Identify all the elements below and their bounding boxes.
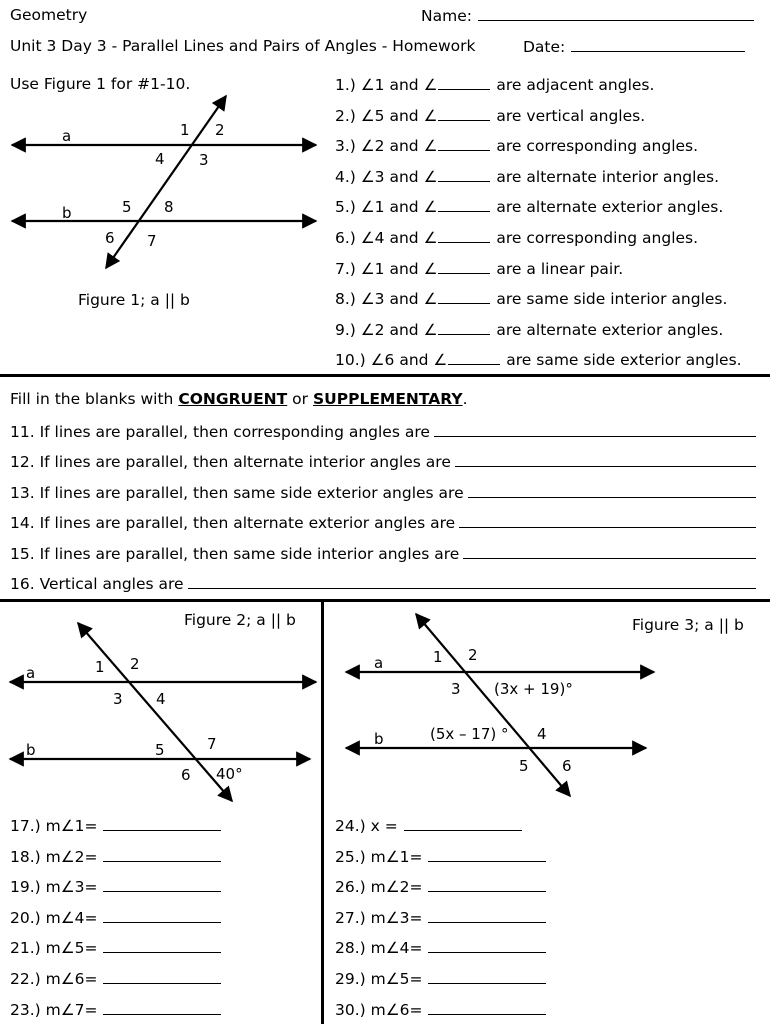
figure1-angle-3: 3	[199, 151, 209, 169]
answer-blank[interactable]	[438, 197, 490, 212]
figure1-label-b: b	[62, 204, 72, 222]
fill-blank-prompt: 12. If lines are parallel, then alternate interior angles are	[10, 453, 451, 472]
question-text: are alternate interior angles.	[496, 167, 719, 186]
answer-blank[interactable]	[438, 106, 490, 121]
answer-blank[interactable]	[428, 847, 546, 862]
figure2-angle-1: 1	[95, 658, 105, 676]
figure3-angle-2: 2	[468, 646, 478, 664]
question-text: are alternate exterior angles.	[496, 198, 724, 217]
instruction-or: or	[292, 390, 309, 408]
measure-prompt: 25.) m∠1=	[335, 847, 423, 866]
date-field[interactable]	[523, 37, 746, 56]
measure-prompt: 23.) m∠7=	[10, 1000, 98, 1019]
question-and: and ∠	[389, 320, 438, 339]
figure1-transversal	[106, 96, 226, 268]
answer-blank[interactable]	[434, 422, 756, 437]
answer-blank[interactable]	[103, 847, 221, 862]
fill-blank-prompt: 14. If lines are parallel, then alternate exterior angles are	[10, 514, 456, 533]
question-number: 2.)	[335, 106, 356, 125]
answer-blank[interactable]	[463, 544, 756, 559]
measure-row	[10, 877, 222, 896]
question-row	[335, 75, 654, 94]
question-row	[335, 136, 698, 155]
question-and: and ∠	[389, 106, 438, 125]
answer-blank[interactable]	[438, 259, 490, 274]
answer-blank[interactable]	[103, 938, 221, 953]
measure-row	[10, 1000, 222, 1019]
figure3-angle-3: 3	[451, 680, 461, 698]
figure1-angle-8: 8	[164, 198, 174, 216]
measure-prompt: 19.) m∠3=	[10, 878, 98, 897]
question-angle: ∠5	[360, 106, 385, 125]
name-label: Name:	[421, 7, 472, 25]
section-divider-2	[0, 599, 770, 602]
question-text: are corresponding angles.	[496, 137, 699, 156]
answer-blank[interactable]	[103, 1000, 221, 1015]
measure-prompt: 26.) m∠2=	[335, 878, 423, 897]
figure1-angle-5: 5	[122, 198, 132, 216]
answer-blank[interactable]	[438, 320, 490, 335]
question-row	[335, 106, 645, 125]
question-number: 3.)	[335, 137, 356, 156]
question-and: and ∠	[389, 229, 438, 247]
instruction-prefix: Fill in the blanks with	[10, 390, 174, 408]
answer-blank[interactable]	[438, 167, 490, 182]
measure-row	[10, 847, 222, 866]
question-angle: ∠1	[360, 259, 385, 278]
measure-row	[10, 908, 222, 927]
fill-blank-prompt: 15. If lines are parallel, then same side interior angles are	[10, 544, 460, 563]
question-text: are adjacent angles.	[496, 76, 655, 94]
question-number: 10.)	[335, 351, 366, 370]
figure1-angle-2: 2	[215, 121, 225, 139]
course-label: Geometry	[10, 6, 88, 24]
fill-blank-row	[10, 422, 756, 441]
figure1-angle-6: 6	[105, 229, 115, 247]
figure3-angle-5: 5	[519, 757, 529, 775]
figure2-angle-40: 40°	[216, 765, 243, 783]
question-row	[335, 228, 698, 247]
figure1-diagram	[0, 90, 330, 280]
fill-blank-prompt: 16. Vertical angles are	[10, 575, 184, 593]
instruction-period: .	[462, 390, 468, 408]
question-text: are vertical angles.	[496, 106, 646, 125]
question-and: and ∠	[389, 259, 438, 278]
question-and: and ∠	[389, 76, 438, 94]
answer-blank[interactable]	[428, 877, 546, 892]
figure3-expr-1: (3x + 19)°	[494, 680, 573, 698]
page-title: Unit 3 Day 3 - Parallel Lines and Pairs of Angles - Homework	[10, 37, 476, 55]
word-congruent: CONGRUENT	[178, 390, 288, 408]
measure-row	[335, 938, 547, 957]
section2-instruction	[10, 390, 468, 408]
date-blank[interactable]	[571, 37, 745, 52]
fill-blank-row	[10, 452, 756, 471]
question-number: 8.)	[335, 290, 356, 309]
question-angle: ∠6	[370, 351, 395, 370]
answer-blank[interactable]	[103, 969, 221, 984]
answer-blank[interactable]	[438, 289, 490, 304]
figure2-transversal	[78, 623, 232, 801]
figure2-angle-7: 7	[207, 735, 217, 753]
measure-row	[335, 847, 547, 866]
question-number: 7.)	[335, 259, 356, 278]
answer-blank[interactable]	[404, 816, 522, 831]
figure2-angle-4: 4	[156, 690, 166, 708]
figure2-angle-6: 6	[181, 766, 191, 784]
figure1-angle-7: 7	[147, 232, 157, 250]
question-number: 4.)	[335, 167, 356, 186]
question-row	[335, 350, 742, 369]
measure-row	[335, 1000, 547, 1019]
figure2-diagram	[0, 615, 320, 805]
question-text: are same side exterior angles.	[506, 351, 742, 370]
figure3-angle-1: 1	[433, 648, 443, 666]
measure-prompt: 28.) m∠4=	[335, 939, 423, 958]
question-angle: ∠3	[360, 167, 385, 186]
figure3-angle-6: 6	[562, 757, 572, 775]
column-divider	[321, 601, 324, 1024]
measure-row	[335, 908, 547, 927]
question-text: are a linear pair.	[496, 259, 624, 278]
figure2-angle-2: 2	[130, 655, 140, 673]
measure-prompt: 18.) m∠2=	[10, 847, 98, 866]
question-angle: ∠3	[360, 290, 385, 309]
question-number: 5.)	[335, 198, 356, 217]
name-blank[interactable]	[478, 6, 754, 21]
figure2-label-a: a	[26, 664, 36, 682]
fill-blank-prompt: 13. If lines are parallel, then same side exterior angles are	[10, 483, 464, 502]
figure1-angle-1: 1	[180, 121, 190, 139]
fill-blank-prompt: 11. If lines are parallel, then corresponding angles are	[10, 423, 430, 441]
question-angle: ∠2	[360, 137, 385, 156]
question-and: and ∠	[389, 290, 438, 309]
question-angle: ∠1	[360, 198, 385, 217]
figure2-angle-5: 5	[155, 741, 165, 759]
measure-row	[335, 877, 547, 896]
figure3-transversal	[416, 614, 570, 796]
answer-blank[interactable]	[459, 513, 756, 528]
figure1-angle-4: 4	[155, 150, 165, 168]
question-angle: ∠4	[360, 229, 385, 247]
word-supplementary: SUPPLEMENTARY	[312, 390, 463, 408]
figure2-angle-3: 3	[113, 690, 123, 708]
fill-blank-row	[10, 513, 756, 532]
question-row	[335, 320, 723, 339]
question-and: and ∠	[399, 351, 448, 370]
measure-row	[335, 969, 547, 988]
question-angle: ∠2	[360, 320, 385, 339]
measure-prompt: 20.) m∠4=	[10, 908, 98, 927]
figure2-label-b: b	[26, 741, 36, 759]
figure3-label-a: a	[374, 654, 384, 672]
figure3-label-b: b	[374, 730, 384, 748]
figure1-caption: Figure 1; a || b	[78, 291, 190, 309]
fill-blank-row	[10, 574, 756, 593]
question-number: 6.)	[335, 229, 356, 247]
question-number: 1.)	[335, 76, 356, 94]
measure-prompt: 30.) m∠6=	[335, 1000, 423, 1019]
answer-blank[interactable]	[103, 877, 221, 892]
section1-instruction: Use Figure 1 for #1-10.	[10, 75, 191, 93]
question-row	[335, 167, 719, 186]
question-text: are same side interior angles.	[496, 290, 728, 309]
answer-blank[interactable]	[438, 228, 490, 243]
figure2-caption: Figure 2; a || b	[184, 611, 296, 629]
question-row	[335, 259, 623, 278]
answer-blank[interactable]	[468, 483, 756, 498]
answer-blank[interactable]	[428, 969, 546, 984]
measure-row	[335, 816, 523, 835]
question-number: 9.)	[335, 320, 356, 339]
answer-blank[interactable]	[428, 938, 546, 953]
name-field[interactable]	[421, 6, 755, 25]
figure3-expr-2: (5x – 17) °	[430, 725, 509, 743]
answer-blank[interactable]	[438, 136, 490, 151]
measure-row	[10, 969, 222, 988]
answer-blank[interactable]	[448, 350, 500, 365]
answer-blank[interactable]	[428, 1000, 546, 1015]
figure1-label-a: a	[62, 127, 72, 145]
fill-blank-row	[10, 483, 756, 502]
question-row	[335, 289, 727, 308]
measure-prompt: 27.) m∠3=	[335, 908, 423, 927]
question-text: are alternate exterior angles.	[496, 320, 724, 339]
question-text: are corresponding angles.	[496, 229, 699, 247]
measure-row	[10, 938, 222, 957]
question-and: and ∠	[389, 198, 438, 217]
answer-blank[interactable]	[103, 908, 221, 923]
answer-blank[interactable]	[455, 452, 756, 467]
measure-prompt: 22.) m∠6=	[10, 970, 98, 988]
measure-prompt: 29.) m∠5=	[335, 970, 423, 988]
measure-prompt: 24.) x =	[335, 817, 398, 835]
answer-blank[interactable]	[103, 816, 221, 831]
question-row	[335, 197, 723, 216]
fill-blank-row	[10, 544, 756, 563]
question-and: and ∠	[389, 167, 438, 186]
figure3-angle-4: 4	[537, 725, 547, 743]
answer-blank[interactable]	[428, 908, 546, 923]
measure-prompt: 17.) m∠1=	[10, 817, 98, 835]
question-and: and ∠	[389, 137, 438, 156]
section-divider-1	[0, 374, 770, 377]
date-label: Date:	[523, 38, 566, 56]
figure3-caption: Figure 3; a || b	[632, 616, 744, 634]
measure-row	[10, 816, 222, 835]
measure-prompt: 21.) m∠5=	[10, 939, 98, 958]
question-angle: ∠1	[360, 76, 385, 94]
answer-blank[interactable]	[188, 574, 756, 589]
figure3-diagram	[330, 610, 760, 800]
answer-blank[interactable]	[438, 75, 490, 90]
